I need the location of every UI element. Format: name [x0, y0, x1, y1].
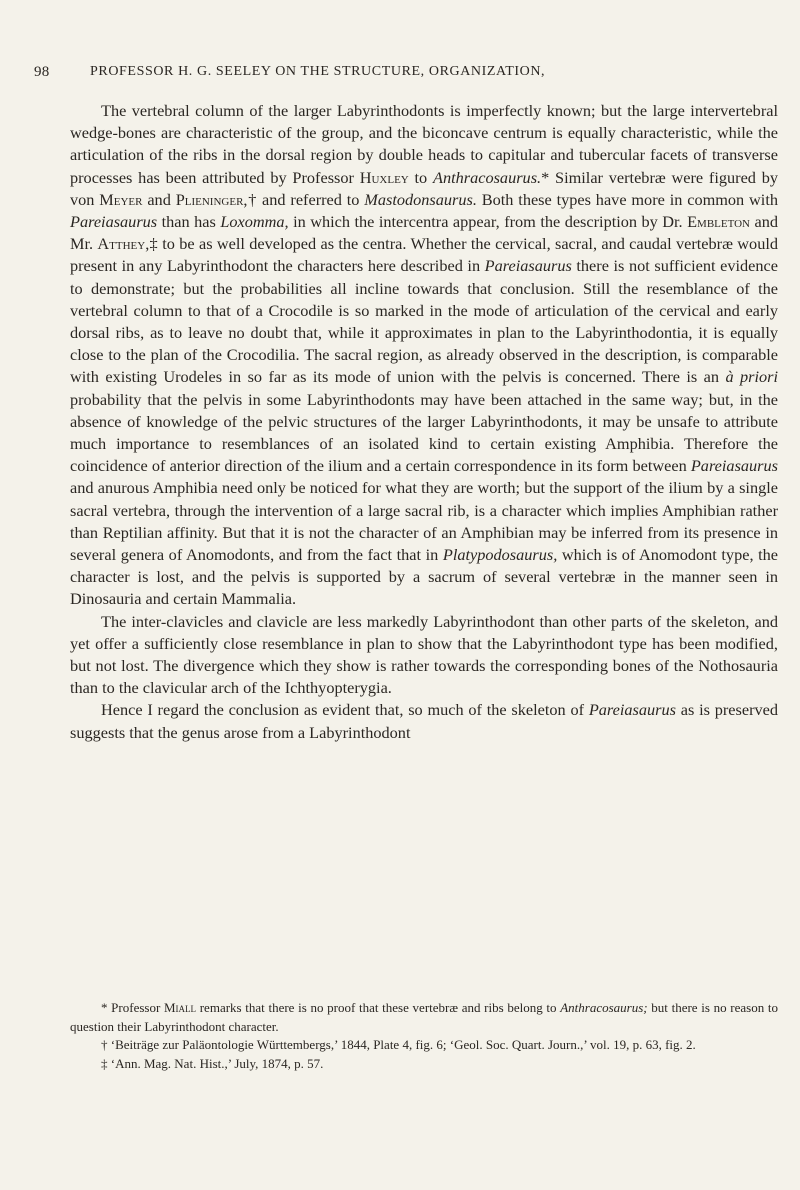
- text-run: The vertebral column of the larger Labyrinthodonts is imperfectly known; but the large intervertebral wedge-bones are characteristic of the group, and the biconcave centrum is equally characteristic, while the articulation of the ribs in the dorsal region by double heads to capitular and tubercular facets of transverse processes has been attributed by Professor: [70, 101, 778, 187]
- paragraph: [70, 611, 778, 700]
- footnotes: [70, 999, 778, 1073]
- text-run: to: [408, 167, 433, 187]
- italic-run: Pareiasaurus: [484, 256, 572, 276]
- text-run: and: [142, 189, 176, 209]
- text-run: ,‡ to be as well developed as the centra. Whether the cervical, sacral, and caudal vertebræ would present in any Labyrinthodont the characters here described in: [70, 234, 778, 276]
- text-run: ,† and referred to: [243, 189, 365, 209]
- text-run: but there is no reason to question their Labyrinthodont character.: [70, 1000, 779, 1034]
- text-run: probability that the pelvis in some Labyrinthodonts may have been attached in the same way; but, in the absence of knowledge of the pelvic structures of the larger Labyrinthodonts, it may be unsafe to attribute much importance to resemblances of an isolated kind to certain existing Amphibia. Therefore the coincidence of anterior direction of the ilium and a certain correspondence in its form between: [70, 389, 778, 476]
- italic-run: Pareiasaurus: [690, 456, 778, 476]
- italic-run: Anthracosaurus.: [433, 167, 542, 187]
- footnote: [70, 1055, 778, 1074]
- small-caps-run: Huxley: [359, 167, 409, 187]
- small-caps-run: Plieninger: [175, 189, 244, 209]
- italic-run: Pareiasaurus: [70, 212, 158, 232]
- paragraph: [70, 699, 778, 743]
- text-run: than has: [157, 212, 221, 232]
- text-run: Both these types have more in common with: [476, 189, 778, 209]
- italic-run: Mastodonsaurus.: [364, 189, 477, 209]
- text-run: in which the intercentra appear, from the description by Dr.: [288, 212, 688, 232]
- text-run: there is not sufficient evidence to demonstrate; but the probabilities all incline towards that conclusion. Still the resemblance of the vertebral column to that of a Crocodile is so marked in the mode of articulation of the cervical and early dorsal ribs, as to leave no doubt that, while it approximates in plan to the Labyrinthodontia, it is equally close to the plan of the Crocodilia. The sacral region, as already observed in the description, is comparable with existing Urodeles in so far as its mode of union with the pelvis is concerned. There is an: [70, 256, 778, 387]
- text-run: The inter-clavicles and clavicle are less markedly Labyrinthodont than other parts of the skeleton, and yet offer a sufficiently close resemblance in plan to show that the Labyrinthodont type has been modified, but not lost. The divergence which they show is rather towards the corresponding bones of the Nothosauria than to the clavicular arch of the Ichthyopterygia.: [70, 611, 778, 698]
- text-run: * Similar vertebræ were figured by von: [70, 167, 779, 209]
- text-run: which is of Anomodont type, the character is lost, and the pelvis is supported by a sacrum of several vertebræ in the manner seen in Dinosauria and certain Mammalia.: [70, 545, 779, 609]
- italic-run: Anthracosaurus;: [560, 1000, 648, 1015]
- text-run: remarks that there is no proof that these vertebræ and ribs belong to: [196, 1000, 561, 1015]
- small-caps-run: Embleton: [687, 212, 751, 232]
- text-run: ‡ ‘Ann. Mag. Nat. Hist.,’ July, 1874, p. 57.: [101, 1055, 324, 1071]
- text-run: as is preserved suggests that the genus arose from a Labyrinthodont: [70, 700, 778, 742]
- text-run: † ‘Beiträge zur Paläontologie Württembergs,’ 1844, Plate 4, fig. 6; ‘Geol. Soc. Quart. Journ.,’ vol. 19, p. 63, fig. 2.: [101, 1037, 696, 1052]
- small-caps-run: Atthey: [97, 234, 146, 254]
- page-header: [34, 64, 774, 88]
- italic-run: Loxomma,: [220, 212, 289, 232]
- running-head: PROFESSOR H. G. SEELEY ON THE STRUCTURE, ORGANIZATION,: [90, 64, 546, 79]
- small-caps-run: Meyer: [99, 189, 143, 209]
- text-run: and anurous Amphibia need only be noticed for what they are worth; but the support of the ilium by a single sacral vertebra, through the intervention of a large sacral rib, is a character which implies Amphibian rather than Reptilian affinity. But that it is not the character of an Amphibian may be inferred from its presence in several genera of Anomodonts, and from the fact that in: [70, 478, 778, 565]
- footnote: [70, 1036, 778, 1055]
- footnote: [70, 999, 778, 1036]
- text-run: * Professor: [101, 1000, 164, 1015]
- paragraph: [70, 100, 778, 611]
- page-number: 98: [34, 64, 50, 80]
- italic-run: Platypodosaurus,: [442, 545, 558, 565]
- small-caps-run: Miall: [163, 1000, 197, 1015]
- body-text: [70, 100, 778, 744]
- italic-run: Pareiasaurus: [588, 700, 676, 720]
- text-run: and Mr.: [70, 212, 778, 254]
- text-run: Hence I regard the conclusion as evident that, so much of the skeleton of: [101, 700, 589, 720]
- italic-run: à priori: [725, 367, 778, 387]
